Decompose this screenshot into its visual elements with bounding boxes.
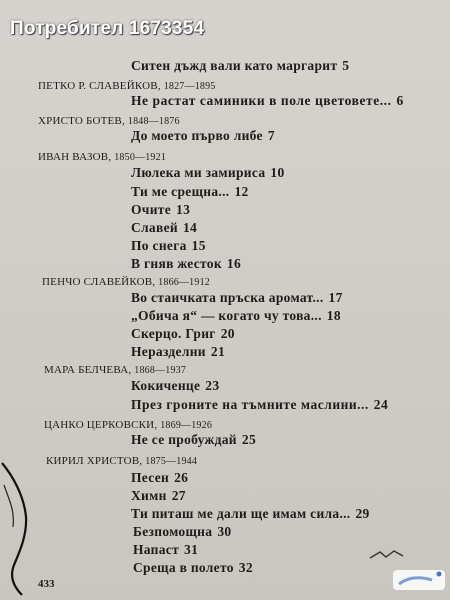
poem-page-number: 25 <box>241 432 256 447</box>
toc-author-heading <box>46 455 197 467</box>
poem-title: Ти питаш ме дали ще имам сила <box>131 506 340 521</box>
poem-title: Безпомощна <box>133 524 213 539</box>
poem-page-number: 21 <box>210 344 225 359</box>
toc-poem-entry <box>131 378 219 394</box>
toc-poem-entry <box>131 326 235 342</box>
toc-author-heading <box>44 364 186 376</box>
toc-poem-entry: Ти питаш ме дали ще имам сила... 29 <box>131 506 370 521</box>
toc-poem-entry <box>131 220 197 236</box>
toc-poem-entry: През гроните на тъмните маслини... 24 <box>131 397 389 412</box>
author-years: 1850—1921 <box>114 152 167 163</box>
poem-title: Напаст <box>133 542 180 557</box>
poem-title: Ситен дъжд вали като маргарит <box>131 58 338 73</box>
poem-title: Люлека ми замириса <box>131 165 266 180</box>
poem-title: „Обича я“ — когато чу това <box>131 308 311 323</box>
poem-page-number: 16 <box>226 256 242 271</box>
author-years: 1868—1937 <box>134 365 187 376</box>
toc-poem-entry <box>131 470 188 486</box>
poem-title: Среща в полето <box>133 560 234 575</box>
poem-title: Во стаичката пръска аромат <box>131 290 313 305</box>
poem-title: Не се пробуждай <box>131 432 237 447</box>
poem-page-number: 13 <box>176 202 191 217</box>
toc-poem-entry: Ти ме срещна... 12 <box>131 184 249 199</box>
toc-poem-entry <box>131 238 206 254</box>
toc-poem-entry: Во стаичката пръска аромат... 17 <box>131 290 343 305</box>
author-name: МАРА БЕЛЧЕВА, <box>44 364 132 376</box>
toc-author-heading <box>42 276 210 288</box>
poem-page-number: 7 <box>267 128 275 143</box>
poem-title: Химн <box>131 488 167 503</box>
poem-page-number: 30 <box>217 524 232 539</box>
poem-page-number: 23 <box>205 378 220 393</box>
poem-page-number: 29 <box>355 506 370 521</box>
pen-scribble <box>0 455 40 600</box>
poem-title: Скерцо. Григ <box>131 326 216 341</box>
page-number: 433 <box>38 578 55 590</box>
poem-title: Песен <box>131 470 170 485</box>
poem-title: През гроните на тъмните маслини <box>131 397 358 412</box>
toc-author-heading <box>38 115 180 127</box>
toc-poem-entry <box>131 488 186 504</box>
poem-page-number: 14 <box>182 220 198 235</box>
poem-page-number: 10 <box>270 165 285 180</box>
poem-title: Очите <box>131 202 172 217</box>
toc-author-heading <box>38 151 166 163</box>
author-name: ЦАНКО ЦЕРКОВСКИ, <box>44 419 158 431</box>
poem-title: Не растат саминики в поле цветовете <box>131 93 380 108</box>
toc-poem-entry <box>133 524 231 540</box>
toc-author-heading <box>38 80 216 92</box>
poem-page-number: 6 <box>396 93 404 108</box>
brand-logo <box>392 566 446 594</box>
toc-poem-entry <box>131 344 225 360</box>
poem-page-number: 26 <box>174 470 189 485</box>
toc-poem-entry <box>131 165 285 181</box>
author-years: 1866—1912 <box>158 277 210 288</box>
poem-page-number: 32 <box>238 560 253 575</box>
author-name: ИВАН ВАЗОВ, <box>38 151 112 163</box>
poem-title: До моето първо либе <box>131 128 263 143</box>
poem-title: Кокиченце <box>131 378 201 393</box>
author-years: 1869—1926 <box>160 420 213 431</box>
toc-poem-entry <box>131 256 241 272</box>
author-years: 1875—1944 <box>145 456 198 467</box>
ink-mark <box>368 548 406 562</box>
author-years: 1848—1876 <box>127 116 180 127</box>
toc-poem-entry <box>131 128 275 144</box>
poem-page-number: 5 <box>342 58 350 73</box>
poem-page-number: 15 <box>191 238 206 253</box>
poem-page-number: 27 <box>171 488 186 503</box>
poem-page-number: 20 <box>220 326 235 341</box>
author-name: ХРИСТО БОТЕВ, <box>38 115 125 127</box>
toc-poem-entry <box>133 560 253 576</box>
toc-poem-entry: Не растат саминики в поле цветовете... 6 <box>131 93 404 108</box>
poem-page-number: 12 <box>234 184 249 199</box>
author-name: КИРИЛ ХРИСТОВ, <box>46 455 143 467</box>
author-name: ПЕНЧО СЛАВЕЙКОВ, <box>42 276 156 288</box>
toc-poem-entry <box>133 542 198 558</box>
poem-title: Ти ме срещна <box>131 184 219 199</box>
poem-title: В гняв жесток <box>131 256 222 271</box>
toc-poem-entry <box>131 58 349 74</box>
username-watermark: Потребител 1673354 <box>10 18 205 39</box>
poem-page-number: 18 <box>326 308 341 323</box>
poem-page-number: 17 <box>328 290 343 305</box>
author-years: 1827—1895 <box>163 81 216 92</box>
poem-title: Неразделни <box>131 344 206 359</box>
poem-title: По снега <box>131 238 187 253</box>
toc-poem-entry <box>131 432 256 448</box>
poem-page-number: 24 <box>373 397 389 412</box>
poem-page-number: 31 <box>184 542 199 557</box>
author-name: ПЕТКО Р. СЛАВЕЙКОВ, <box>38 80 161 92</box>
toc-poem-entry <box>131 202 190 218</box>
toc-poem-entry: „Обича я“ — когато чу това... 18 <box>131 308 341 323</box>
toc-author-heading <box>44 419 212 431</box>
poem-title: Славей <box>131 220 178 235</box>
